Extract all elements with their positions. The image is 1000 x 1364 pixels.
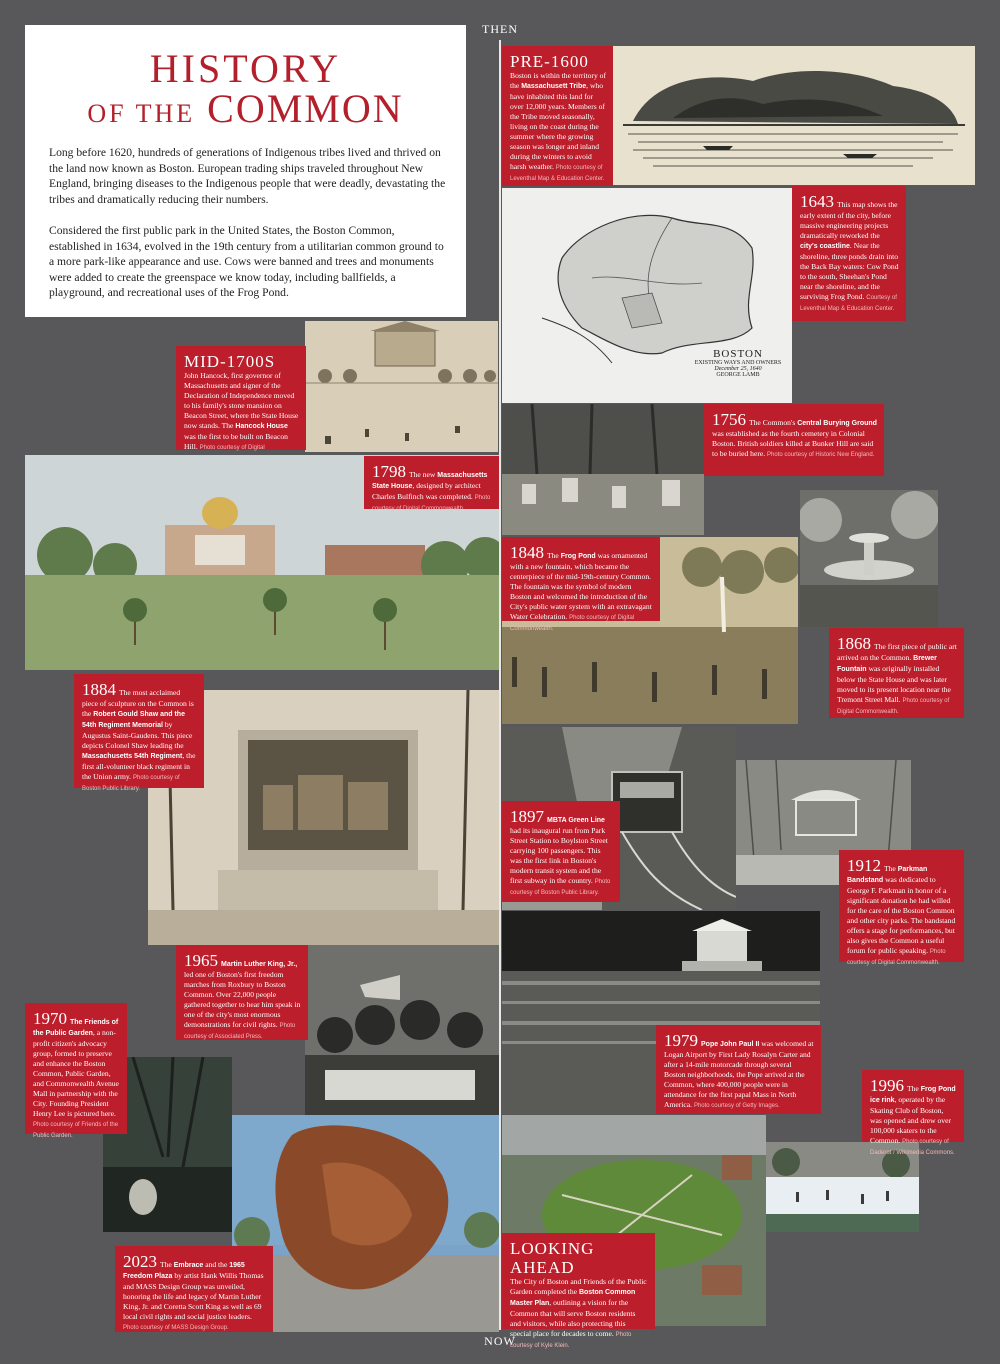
mid1700s-caption: MID-1700S John Hancock, first governor of Massachusetts and signer of the Declaration of Independence moved to his family's stone mansion on Beacon Street, where the State House now stands. The Hancock House was the first to be built on Beacon Hill. Photo courtesy of Digital [176, 346, 306, 450]
timeline-top-label: THEN [482, 22, 518, 36]
1868-caption: 1868 The first piece of public art arrived on the Common. Brewer Fountain was originally installed below the State House and was later moved to its present location near the Tremont Street Mall. Photo courtesy of Digital Commonwealth. [829, 628, 964, 718]
timeline-line [499, 40, 501, 1330]
1965-caption: 1965 Martin Luther King, Jr., led one of Boston's first freedom marches from Roxbury to Boston Common. Over 22,000 people gathered together to hear him speak in one of the city's most enormous demonstrations for civil rights. Photo courtesy of Associated Press. [176, 945, 308, 1040]
pre1600-engraving-image [613, 46, 975, 185]
1643-caption: 1643 This map shows the early extent of the city, before massive engineering projects dramatically reworked the city's coastline. Near the shoreline, three ponds drain into the Back Bay waters: Cow Pond to the south, Sheehan's Pond near the shoreline, and the surviving Frog Pond. Courtesy of Leventhal Map & Education Center. [792, 186, 906, 321]
1970-caption: 1970 The Friends of the Public Garden, a non-profit citizen's advocacy group, formed to preserve and enhance the Boston Common, Public Garden, and Commonwealth Avenue Mall in partnership with the City. Founding President Henry Lee is pictured here. Photo courtesy of Friends of the Public Garden. [25, 1003, 127, 1134]
1756-burying-ground-image [502, 404, 704, 535]
pre1600-caption: PRE-1600 Boston is within the territory of the Massachusett Tribe, who have inhabited this land for over 12,000 years. Members of the Tribe moved seasonally, living on the coast during the summer where the growing season was longer and inland during the winters to avoid harsh weather. Photo courtesy of Leventhal Map & Education Center. [502, 46, 613, 186]
1643-map-image [502, 188, 792, 403]
1897-caption: 1897 MBTA Green Line had its inaugural run from Park Street Station to Boylston Street carrying 100 passengers. This was the first link in Boston's modern transit system and the first subway in the country. Photo courtesy of Boston Public Library. [502, 801, 620, 902]
2023-caption: 2023 The Embrace and the 1965 Freedom Plaza by artist Hank Willis Thomas and MASS Design Group was unveiled, honoring the life and legacy of Martin Luther King, Jr. and Coretta Scott King as well as 69 local civil rights and social justice leaders. Photo courtesy of MASS Design Group. [115, 1246, 273, 1332]
page-title-history: HISTORY [149, 46, 342, 91]
intro-paragraph-2: Considered the first public park in the United States, the Boston Common, established in 1634, evolved in the 19th century from a utilitarian common ground to a more park-like appearance and use. Cows were banned and trees and monuments were added to create the greenspace we know today, including ballfields, a playground, and recreational uses of the Frog Pond. [49, 224, 444, 300]
mid1700s-drawing-image [305, 321, 498, 452]
1756-caption: 1756 The Common's Central Burying Ground was established as the fourth cemetery in Colonial Boston. British soldiers killed at Bunker Hill are said to be buried here. Photo courtesy of Historic New England. [704, 404, 884, 476]
timeline-bottom-label: NOW [484, 1334, 516, 1348]
1912-caption: 1912 The Parkman Bandstand was dedicated to George F. Parkman in honor of a significant donation he had willed for the care of the Boston Common and other city parks. The bandstand offers a stage for performances, but also gives the Common a useful forum for public speaking. Photo courtesy of Digital Commonwealth. [839, 850, 964, 962]
1868-brewer-fountain-image [800, 490, 938, 627]
map-legend: BOSTON EXISTING WAYS AND OWNERS December 25, 1640 GEORGE LAMB [694, 348, 782, 378]
1798-caption: 1798 The new Massachusetts State House, designed by architect Charles Bulfinch was completed. Photo courtesy of Digital Commonwealth. [364, 456, 499, 509]
page-title-common: OF THE COMMON [87, 86, 404, 131]
looking-ahead-caption: LOOKING AHEAD The City of Boston and Friends of the Public Garden completed the Boston Common Master Plan, outlining a vision for the Common that will serve Boston residents and visitors, while also protecting this special place for decades to come. Photo courtesy of Kyle Klein. [502, 1233, 655, 1329]
1884-caption: 1884 The most acclaimed piece of sculpture on the Common is the Robert Gould Shaw and the 54th Regiment Memorial by Augustus Saint-Gaudens. This piece depicts Colonel Shaw leading the Massachusetts 54th Regiment, the first all-volunteer black regiment in the Union army. Photo courtesy of Boston Public Library. [74, 674, 204, 788]
1965-mlk-image [305, 945, 499, 1115]
1979-caption: 1979 Pope John Paul II was welcomed at Logan Airport by First Lady Rosalyn Carter and after a 14-mile motorcade through several Boston neighborhoods, the Pope arrived at the Common, where 400,000 people were in attendance for the first papal Mass in North America. Photo courtesy of Getty Images. [656, 1025, 821, 1114]
1848-caption: 1848 The Frog Pond was ornamented with a new fountain, which became the centerpiece of the mid-19th-century Common. The fountain was the symbol of modern Boston and welcomed the introduction of the City's public water system with an extravagant Water Celebration. Photo courtesy of Digital Commonwealth. [502, 537, 660, 621]
intro-paragraph-1: Long before 1620, hundreds of generations of Indigenous tribes lived and thrived on the land now known as Boston. European trading ships traveled throughout New England, bringing diseases to the Indigenous people that were deadly, devastating the tribes and dramatically reducing their numbers. [49, 146, 446, 206]
1996-caption: 1996 The Frog Pond ice rink, operated by the Skating Club of Boston, was opened and drew over 100,000 skaters to the Common. Photo courtesy of Daderot / Wikimedia Commons. [862, 1070, 964, 1142]
intro-panel [25, 25, 466, 317]
